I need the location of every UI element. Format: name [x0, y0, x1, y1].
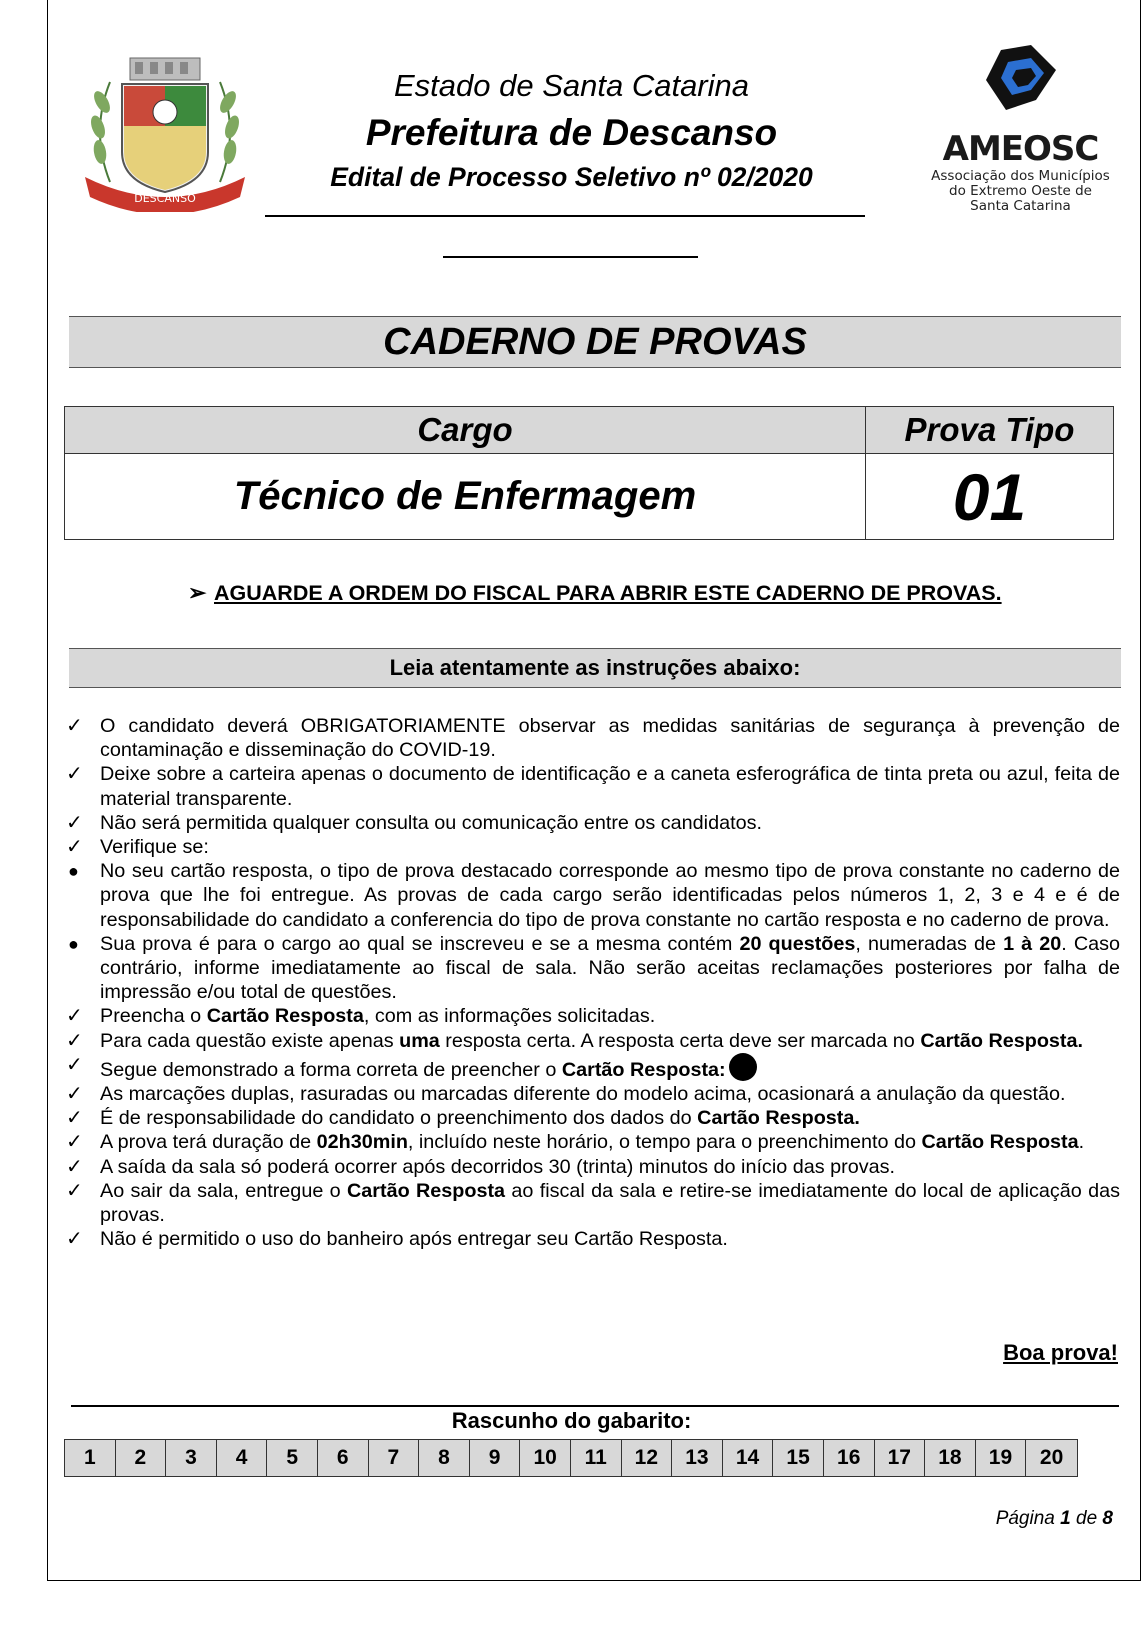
ameosc-logo [918, 40, 1123, 214]
instruction-item [62, 811, 1120, 835]
checkmark-icon: ✓ [66, 1083, 83, 1106]
checkmark-icon: ✓ [66, 763, 83, 786]
instruction-item [62, 1227, 1120, 1251]
rascunho-cell: 13 [672, 1440, 723, 1476]
rascunho-cell: 4 [217, 1440, 268, 1476]
checkmark-icon: ✓ [66, 1179, 83, 1202]
rascunho-rule [71, 1405, 1119, 1407]
checkmark-icon: ✓ [66, 836, 83, 859]
instruction-text: É de responsabilidade do candidato o preenchimento dos dados do [100, 1107, 698, 1130]
rascunho-cell: 15 [773, 1440, 824, 1476]
instruction-item [62, 1179, 1120, 1227]
instruction-text: Segue demonstrado a forma correta de preencher o [100, 1058, 562, 1081]
instruction-item [62, 1004, 1120, 1028]
checkmark-icon: ✓ [66, 1107, 83, 1130]
checkmark-icon: ✓ [66, 1053, 83, 1076]
instruction-item [62, 1106, 1120, 1130]
instructions-heading: Leia atentamente as instruções abaixo: [69, 648, 1121, 688]
instruction-text: , incluído neste horário, o tempo para o preenchimento do [407, 1131, 922, 1154]
instruction-text: 20 questões [739, 932, 856, 955]
instruction-item [62, 714, 1120, 762]
instruction-item [62, 859, 1120, 932]
state-name: Estado de Santa Catarina [393, 68, 750, 103]
rascunho-cell: 9 [470, 1440, 521, 1476]
svg-text:DESCANSO: DESCANSO [134, 192, 196, 205]
header-rule-long [265, 215, 865, 217]
instruction-text: O candidato deverá OBRIGATORIAMENTE observar as medidas sanitárias de segurança à prevenção de contaminação e disseminação do COVID-19. [100, 715, 1120, 762]
instruction-item [62, 932, 1120, 1005]
rascunho-cell: 8 [419, 1440, 470, 1476]
footer-label-de: de [1076, 1508, 1098, 1529]
instructions-list [62, 714, 1120, 1251]
instruction-text: Verifique se: [100, 836, 209, 859]
ameosc-subtitle-2: do Extremo Oeste de [949, 183, 1092, 199]
prova-tipo-value: 01 [866, 454, 1114, 540]
instruction-text: A saída da sala só poderá ocorrer após decorridos 30 (trinta) minutos do início das provas. [100, 1155, 895, 1178]
instruction-text: Preencha o [100, 1005, 207, 1028]
instruction-text: Para cada questão existe apenas [100, 1029, 400, 1052]
rascunho-cell: 5 [267, 1440, 318, 1476]
checkmark-icon: ✓ [66, 1029, 83, 1052]
instruction-item [62, 1082, 1120, 1106]
footer-page-number: 1 [1060, 1508, 1071, 1529]
rascunho-cell: 16 [824, 1440, 875, 1476]
rascunho-cell: 18 [925, 1440, 976, 1476]
rascunho-cell: 20 [1026, 1440, 1077, 1476]
prova-tipo-header: Prova Tipo [866, 407, 1114, 454]
checkmark-icon: ✓ [66, 715, 83, 737]
rascunho-cell: 12 [622, 1440, 673, 1476]
filled-circle-example-icon [729, 1053, 757, 1081]
instruction-text: Cartão Resposta: [561, 1058, 726, 1081]
instruction-text: Cartão Resposta [921, 1131, 1079, 1154]
instruction-text: uma [399, 1029, 440, 1052]
instruction-text: , com as informações solicitadas. [363, 1005, 656, 1028]
instruction-text: As marcações duplas, rasuradas ou marcadas diferente do modelo acima, ocasionará a anulação da questão. [100, 1083, 1066, 1106]
instruction-text: Não será permitida qualquer consulta ou comunicação entre os candidatos. [100, 811, 762, 834]
instruction-text: Cartão Resposta. [697, 1107, 860, 1130]
edital-title: Edital de Processo Seletivo nº 02/2020 [330, 162, 813, 192]
page-footer [996, 1508, 1113, 1530]
rascunho-cell: 1 [65, 1440, 116, 1476]
document-title: CADERNO DE PROVAS [69, 316, 1121, 368]
rascunho-grid [64, 1439, 1078, 1477]
ameosc-name: AMEOSC [942, 129, 1099, 169]
instruction-text: 1 à 20 [1003, 932, 1062, 955]
instruction-text: Cartão Resposta. [920, 1029, 1084, 1052]
instruction-text: Deixe sobre a carteira apenas o documento de identificação e a caneta esferográfica de tinta preta ou azul, feita de material transparente. [100, 763, 1120, 810]
arrow-bullet-icon: ➢ [188, 580, 207, 605]
rascunho-cell: 19 [976, 1440, 1027, 1476]
checkmark-icon: ✓ [66, 1228, 83, 1251]
instruction-text: Cartão Resposta [206, 1005, 364, 1028]
footer-total-pages: 8 [1102, 1508, 1113, 1529]
rascunho-cell: 10 [520, 1440, 571, 1476]
rascunho-title: Rascunho do gabarito: [451, 1408, 692, 1433]
prefeitura-name: Prefeitura de Descanso [365, 112, 778, 153]
rascunho-cell: 11 [571, 1440, 622, 1476]
header-rule-short [443, 256, 698, 258]
instruction-text: ao fiscal da sala e retire-se imediatamente do local de aplicação das provas. [100, 1179, 1120, 1227]
closing-message: Boa prova! [1003, 1340, 1118, 1365]
instruction-item [62, 1029, 1120, 1053]
notice [188, 580, 1002, 606]
rascunho-cell: 14 [723, 1440, 774, 1476]
instruction-text: Sua prova é para o cargo ao qual se inscreveu e se a mesma contém [100, 932, 740, 955]
instruction-text: . Caso contrário, informe imediatamente ao fiscal de sala. Não serão aceitas reclamações posteriores por falha de impressão e/ou total de questões. [100, 932, 1121, 1004]
cargo-value: Técnico de Enfermagem [65, 454, 866, 540]
instruction-text: No seu cartão resposta, o tipo de prova destacado corresponde ao mesmo tipo de prova constante no caderno de prova que lhe foi entregue. As provas de cada cargo serão identificadas pelos números 1, 2, 3 e 4 e é de responsabilidade do candidato a conferencia do tipo de prova constante no cartão resposta e no caderno de prova. [100, 860, 1120, 931]
checkmark-icon: ✓ [66, 811, 83, 834]
instruction-text: , numeradas de [855, 932, 1004, 955]
instruction-text: Cartão Resposta [347, 1179, 506, 1202]
rascunho-cell: 6 [318, 1440, 369, 1476]
bullet-icon: ● [68, 933, 79, 954]
bullet-icon: ● [68, 861, 79, 882]
checkmark-icon: ✓ [66, 1131, 83, 1154]
instruction-text: . [1078, 1131, 1085, 1154]
ameosc-subtitle-1: Associação dos Municípios [931, 168, 1110, 184]
instruction-text: resposta certa. A resposta certa deve ser marcada no [439, 1029, 921, 1052]
instruction-text: A prova terá duração de [100, 1131, 317, 1154]
rascunho-cell: 17 [875, 1440, 926, 1476]
instruction-item [62, 762, 1120, 810]
instruction-item [62, 1130, 1120, 1154]
ameosc-emblem-icon [976, 40, 1066, 120]
footer-label-pagina: Página [995, 1508, 1055, 1529]
instruction-item [62, 835, 1120, 859]
rascunho-cell: 7 [369, 1440, 420, 1476]
notice-text: AGUARDE A ORDEM DO FISCAL PARA ABRIR ESTE CADERNO DE PROVAS. [214, 581, 1002, 605]
instruction-item [62, 1155, 1120, 1179]
instruction-text: Não é permitido o uso do banheiro após entregar seu Cartão Resposta. [100, 1228, 728, 1251]
instruction-item [62, 1053, 1120, 1082]
cargo-header: Cargo [65, 407, 866, 454]
rascunho-cell: 2 [116, 1440, 167, 1476]
rascunho-cell: 3 [166, 1440, 217, 1476]
checkmark-icon: ✓ [66, 1005, 83, 1028]
instruction-text: 02h30min [316, 1131, 408, 1154]
instruction-text: Ao sair da sala, entregue o [100, 1179, 348, 1202]
cargo-table [64, 406, 1114, 540]
ameosc-subtitle-3: Santa Catarina [970, 198, 1071, 214]
checkmark-icon: ✓ [66, 1155, 83, 1178]
